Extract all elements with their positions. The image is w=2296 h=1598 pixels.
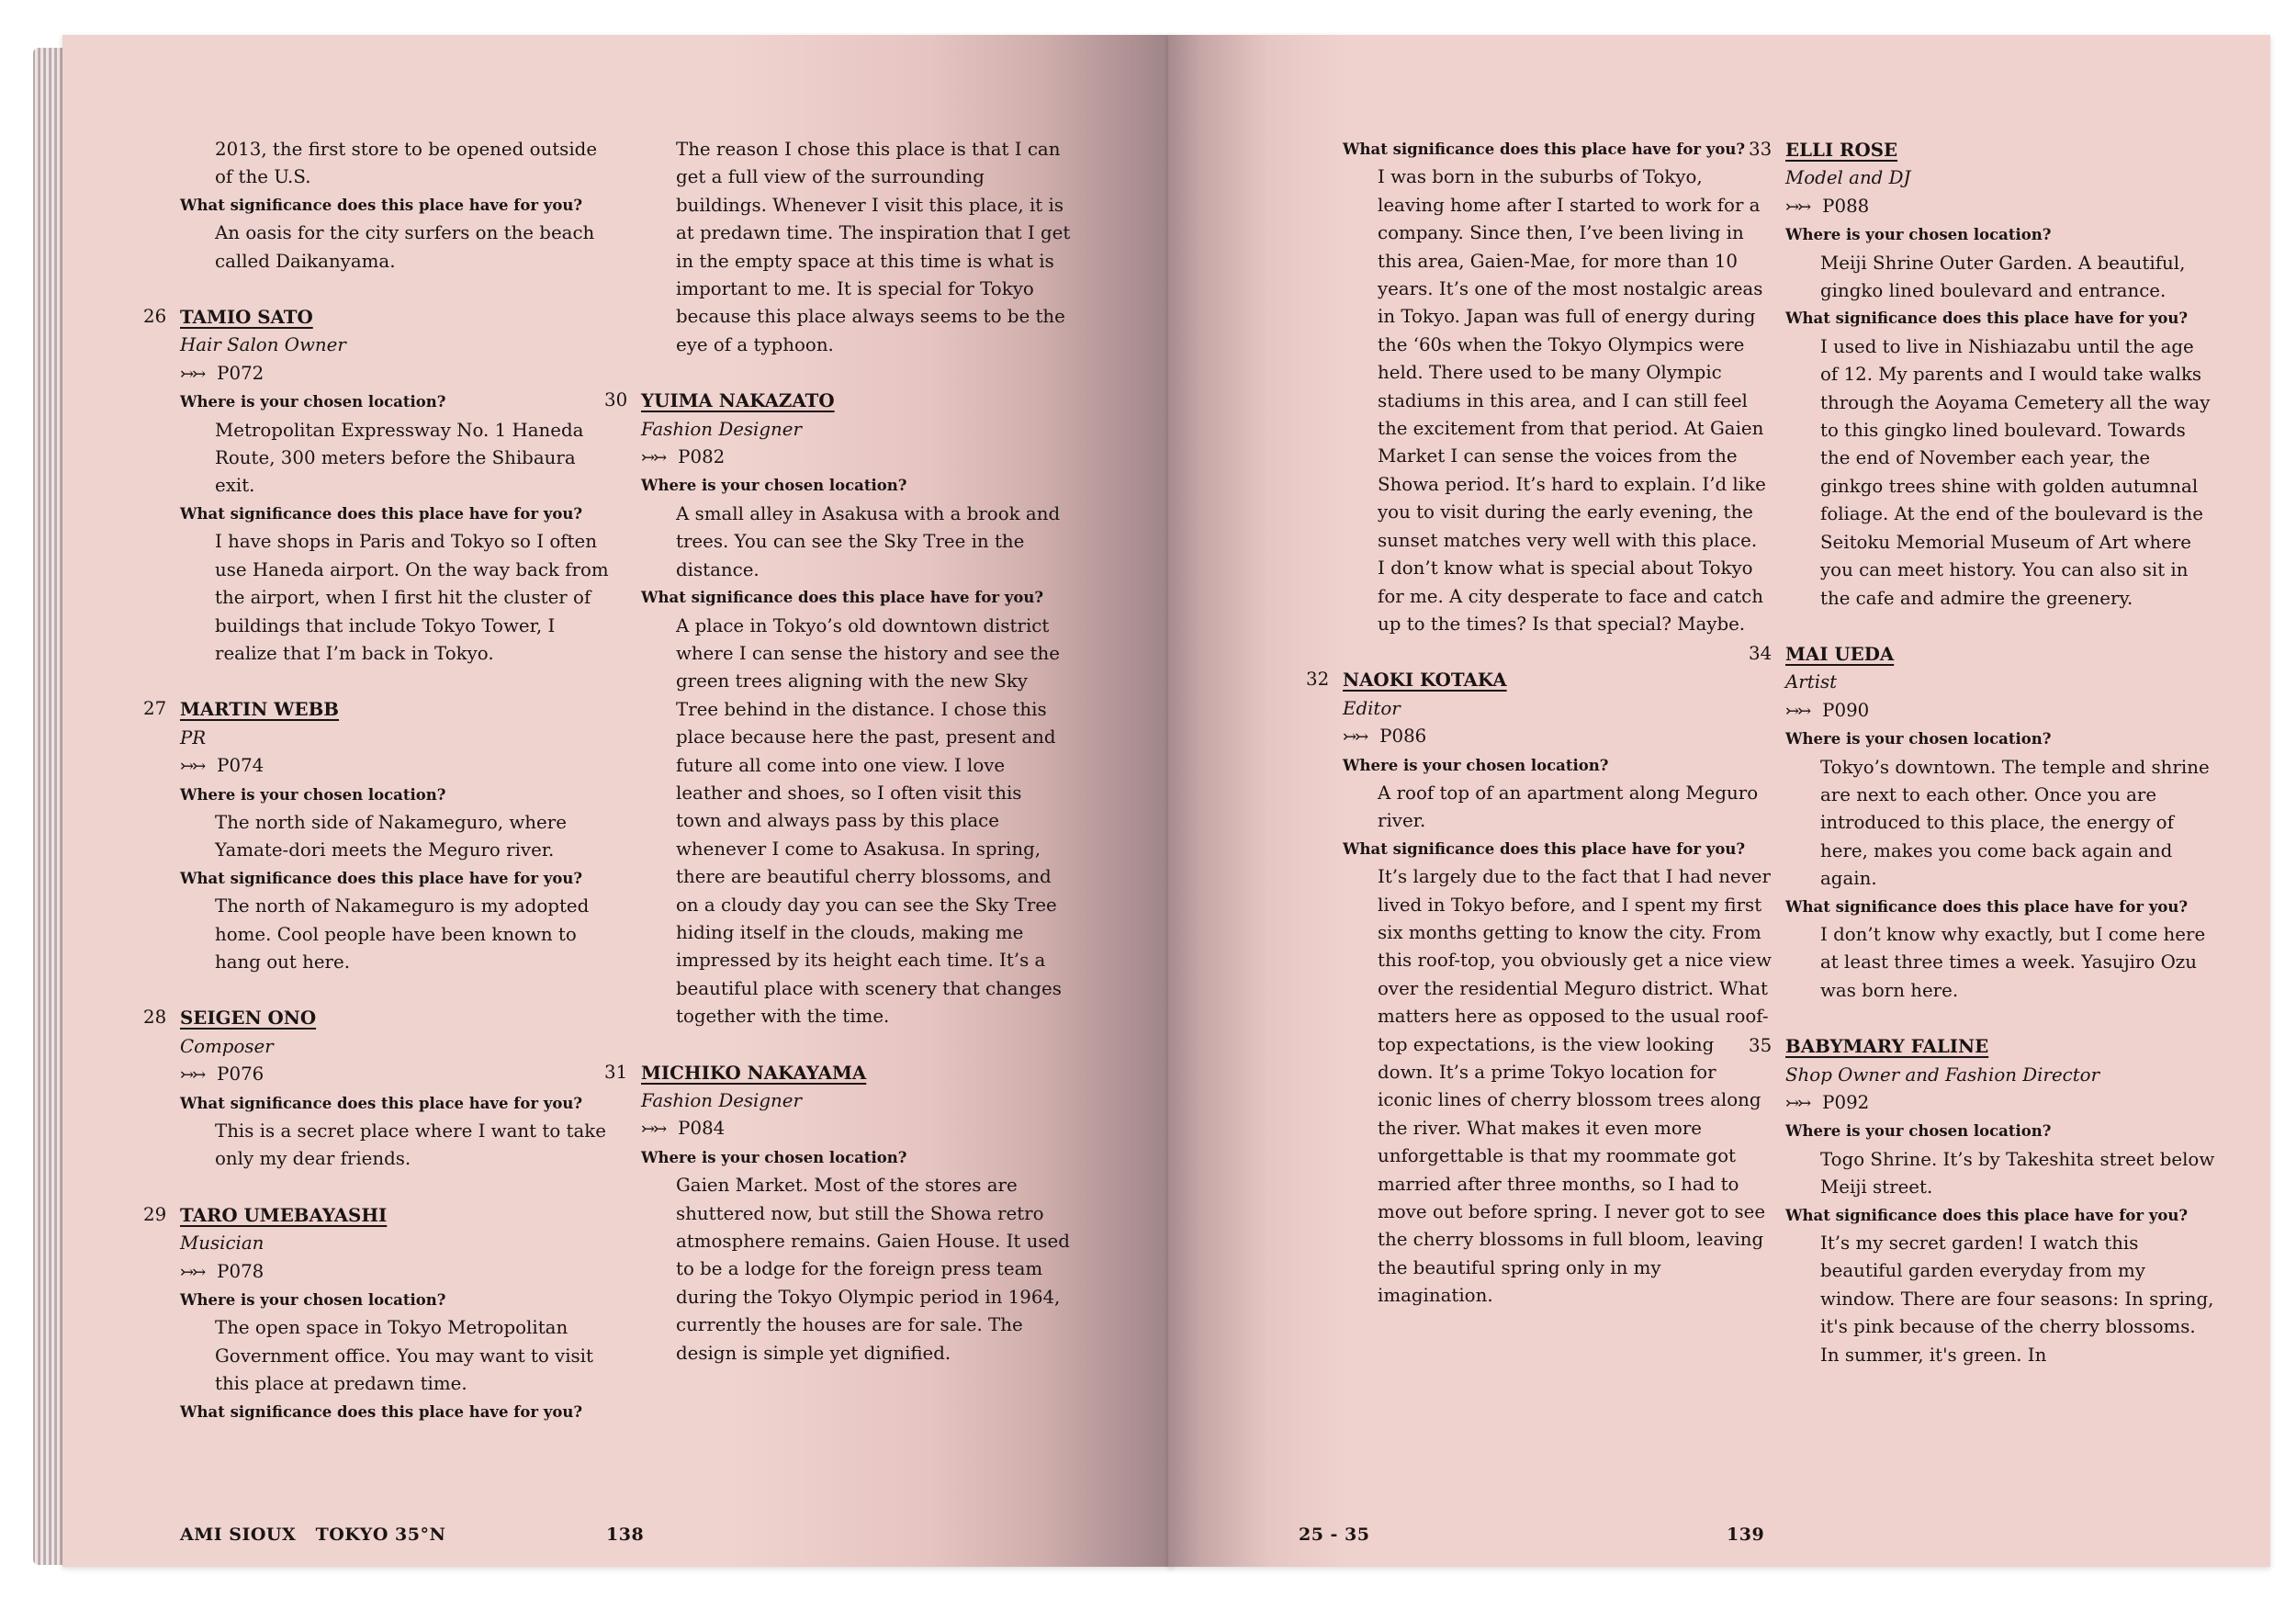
- question-label: What significance does this place have for you?: [1785, 1206, 2189, 1224]
- entry-header: [143, 695, 612, 724]
- person-name: SEIGEN ONO: [180, 1007, 317, 1030]
- page-reference: [180, 360, 612, 388]
- person-name: YUIMA NAKAZATO: [641, 389, 835, 412]
- entry-header: [604, 387, 1073, 415]
- answer-text: I don’t know why exactly, but I come here at least three times a week. Yasujiro Ozu was born here.: [1820, 923, 2206, 1001]
- double-arrow-icon: ↣↣: [641, 1120, 666, 1140]
- question-label: What significance does this place have for you?: [180, 196, 583, 214]
- person-role: PR: [180, 726, 207, 748]
- page-reference: [641, 1115, 1073, 1143]
- entry-number: 28: [143, 1007, 167, 1029]
- answer-text: It’s my secret garden! I watch this beautiful garden everyday from my window. There are four seasons: In spring, it's pink because of the cherry blossoms. In summer, it's green. In: [1820, 1232, 2214, 1366]
- page-ref-code: P090: [1822, 699, 1870, 721]
- entry-number: 32: [1306, 669, 1330, 691]
- entry: [143, 1004, 612, 1173]
- entry-header: [143, 1201, 612, 1230]
- entry-header: [143, 1004, 612, 1032]
- answer-text: Tokyo’s downtown. The temple and shrine are next to each other. Once you are introduced to this place, the energy of here, makes you come back again and again.: [1820, 756, 2210, 890]
- footer-title: TOKYO 35°N: [315, 1525, 446, 1545]
- answer-text: Metropolitan Expressway No. 1 Haneda Route, 300 meters before the Shibaura exit.: [215, 419, 584, 497]
- entry: [1749, 1032, 2217, 1369]
- entry: [143, 303, 612, 668]
- answer-text: The north of Nakameguro is my adopted home. Cool people have been known to hang out here.: [215, 895, 590, 973]
- person-role: Fashion Designer: [641, 1090, 802, 1111]
- answer-text: An oasis for the city surfers on the beach called Daikanyama.: [215, 222, 595, 272]
- person-role: Fashion Designer: [641, 418, 802, 440]
- person-role: Editor: [1343, 697, 1401, 719]
- entry-header: [1306, 666, 1774, 694]
- question-label: Where is your chosen location?: [180, 785, 446, 804]
- page-ref-code: P084: [678, 1118, 726, 1140]
- entry: [604, 387, 1073, 1030]
- entry-number: 30: [604, 389, 628, 411]
- question-label: Where is your chosen location?: [1785, 226, 2052, 244]
- question-label: Where is your chosen location?: [641, 1148, 907, 1166]
- answer-text: A place in Tokyo’s old downtown district where I can sense the history and see the green trees aligning with the new Sky Tree behind in the distance. I chose this place because here the past, present and future all come into one view. I love leather and shoes, so I often visit this town and always pass by this place whenever I come to Asakusa. In spring, there are beautiful cherry blossoms, and on a cloudy day you can see the Sky Tree hiding itself in the clouds, making me impressed by its height each time. It’s a beautiful place with scenery that changes together with the time.: [676, 614, 1062, 1028]
- page-ref-code: P086: [1379, 726, 1427, 748]
- question-label: Where is your chosen location?: [1343, 756, 1609, 774]
- double-arrow-icon: ↣↣: [180, 1262, 205, 1282]
- person-name: MICHIKO NAKAYAMA: [641, 1061, 867, 1084]
- page-reference: [180, 752, 612, 781]
- person-name: MARTIN WEBB: [180, 698, 340, 721]
- answer-text: Meiji Shrine Outer Garden. A beautiful, gingko lined boulevard and entrance.: [1820, 252, 2186, 302]
- right-page: [1168, 35, 2270, 1567]
- page-reference: [180, 1061, 612, 1089]
- answer-text: The north side of Nakameguro, where Yamate-dori meets the Meguro river.: [215, 811, 567, 861]
- page-reference: [1343, 723, 1774, 751]
- question-label: What significance does this place have for you?: [1785, 897, 2189, 916]
- entry-number: 34: [1749, 642, 1773, 664]
- entry-number: 26: [143, 306, 167, 328]
- page-reference: [1785, 193, 2217, 221]
- page-ref-code: P074: [217, 755, 264, 777]
- person-role: Shop Owner and Fashion Director: [1785, 1063, 2100, 1086]
- person-name: NAOKI KOTAKA: [1343, 669, 1507, 692]
- double-arrow-icon: ↣↣: [1785, 1094, 1810, 1113]
- question-label: What significance does this place have for you?: [1785, 309, 2189, 328]
- page-reference: [1785, 1089, 2217, 1118]
- question-label: What significance does this place have for you?: [180, 1094, 583, 1112]
- page-number-left: 138: [606, 1525, 645, 1545]
- double-arrow-icon: ↣↣: [180, 757, 205, 777]
- double-arrow-icon: ↣↣: [1343, 727, 1367, 748]
- continued-text: The reason I chose this place is that I can get a full view of the surrounding buildings. Whenever I visit this place, it is at predawn time. The inspiration that I get in the empty space at this time is what is important to me. It is special for Tokyo because this place always seems to be the eye of a typhoon.: [676, 139, 1071, 355]
- person-role: Artist: [1785, 671, 1838, 693]
- answer-text: A small alley in Asakusa with a brook and trees. You can see the Sky Tree in the distance.: [676, 502, 1061, 580]
- question-label: What significance does this place have for you?: [641, 589, 1044, 607]
- entry: [1749, 640, 2217, 1005]
- question-label: Where is your chosen location?: [1785, 730, 2052, 748]
- page-ref-code: P092: [1822, 1092, 1870, 1113]
- left-column-2: [604, 136, 1073, 1367]
- entry: [1306, 666, 1774, 1310]
- person-name: TAMIO SATO: [180, 306, 313, 329]
- footer-credit: [180, 1525, 445, 1545]
- entry: [143, 1201, 612, 1426]
- entry: [604, 1059, 1073, 1367]
- answer-text: I was born in the suburbs of Tokyo, leaving home after I started to work for a company. Since then, I’ve been living in this area, Gaien-Mae, for more than 10 years. It’s one of the most nostalgic areas in Tokyo. Japan was full of energy during the ‘60s when the Tokyo Olympics were held. There used to be many Olympic stadiums in this area, and I can still feel the excitement from that period. At Gaien Market I can sense the voices from the Showa period. It’s hard to explain. I’d like you to visit during the early evening, the sunset matches very well with this place.: [1378, 166, 1766, 551]
- continued-text: 2013, the first store to be opened outside of the U.S.: [215, 139, 598, 188]
- page-reference: [1785, 697, 2217, 726]
- left-page: [62, 35, 1174, 1567]
- person-name: ELLI ROSE: [1785, 139, 1898, 161]
- question-label: Where is your chosen location?: [641, 477, 907, 495]
- page-reference: [180, 1258, 612, 1287]
- entry-number: 35: [1749, 1035, 1773, 1057]
- person-name: TARO UMEBAYASHI: [180, 1203, 388, 1226]
- answer-text: A roof top of an apartment along Meguro river.: [1378, 782, 1759, 832]
- entry-number: 33: [1749, 139, 1773, 160]
- question-label: Where is your chosen location?: [180, 393, 446, 411]
- page-ref-code: P088: [1822, 195, 1870, 217]
- entry-header: [1749, 1032, 2217, 1061]
- answer-text: I used to live in Nishiazabu until the age of 12. My parents and I would take walks through the Aoyama Cemetery all the way to this gingko lined boulevard. Towards the end of November each year, the ginkgo trees shine with golden autumnal foliage. At the end of the boulevard is the Seitoku Memorial Museum of Art where you can meet history. You can also sit in the cafe and admire the greenery.: [1820, 335, 2211, 609]
- person-role: Composer: [180, 1035, 274, 1057]
- page-ref-code: P082: [678, 446, 726, 468]
- entry-number: 29: [143, 1203, 167, 1225]
- double-arrow-icon: ↣↣: [1785, 197, 1810, 217]
- double-arrow-icon: ↣↣: [180, 364, 205, 384]
- page-ref-code: P072: [217, 362, 264, 384]
- answer-text: Togo Shrine. It’s by Takeshita street below Meiji street.: [1820, 1148, 2215, 1198]
- answer-text: It’s largely due to the fact that I had never lived in Tokyo before, and I spent my first six months getting to know the city. From this roof-top, you obviously get a nice view over the residential Meguro district. What matters here as opposed to the usual roof-top expectations, is the view looking down. It’s a prime Tokyo location for iconic lines of cherry blossom trees along the river. What makes it even more unforgettable is that my roommate got married after three months, so I had to move out before spring. I never got to see the cherry blossoms in full bloom, leaving the beautiful spring only in my imagination.: [1378, 866, 1772, 1307]
- page-number-right: 139: [1727, 1525, 1765, 1545]
- double-arrow-icon: ↣↣: [180, 1065, 205, 1086]
- question-label: What significance does this place have for you?: [180, 1402, 583, 1421]
- answer-text: Gaien Market. Most of the stores are shuttered now, but still the Showa retro atmosphere remains. Gaien House. It used to be a lodge for the foreign press team during the Tokyo Olympic period in 1964, currently the houses are for sale. The design is simple yet dignified.: [676, 1175, 1070, 1364]
- footer-range: 25 - 35: [1299, 1525, 1370, 1545]
- entry: [1749, 136, 2217, 613]
- person-role: Musician: [180, 1232, 264, 1255]
- right-column-1: [1306, 136, 1774, 1311]
- question-label: Where is your chosen location?: [1785, 1122, 2052, 1141]
- question-label: What significance does this place have for you?: [180, 504, 583, 523]
- entry-header: [1749, 136, 2217, 164]
- entry-header: [604, 1059, 1073, 1087]
- answer-text: I don’t know what is special about Tokyo for me. A city desperate to face and catch up to the times? Is that special? Maybe.: [1378, 557, 1763, 635]
- entry-number: 27: [143, 698, 167, 720]
- person-name: BABYMARY FALINE: [1785, 1035, 1989, 1058]
- left-column-1: [143, 136, 612, 1426]
- question-label: Where is your chosen location?: [180, 1291, 446, 1310]
- question-label: What significance does this place have for you?: [180, 869, 583, 887]
- entry-header: [143, 303, 612, 332]
- entry-header: [1749, 640, 2217, 669]
- answer-text: The open space in Tokyo Metropolitan Government office. You may want to visit this place at predawn time.: [215, 1317, 593, 1395]
- question-label: What significance does this place have for you?: [1343, 141, 1746, 158]
- person-role: Hair Salon Owner: [180, 334, 346, 356]
- entry-number: 31: [604, 1061, 628, 1083]
- answer-text: I have shops in Paris and Tokyo so I often use Haneda airport. On the way back from the airport, when I first hit the cluster of buildings that include Tokyo Tower, I realize that I’m back in Tokyo.: [215, 531, 609, 664]
- answer-text: This is a secret place where I want to take only my dear friends.: [215, 1120, 606, 1170]
- page-ref-code: P076: [217, 1063, 264, 1086]
- double-arrow-icon: ↣↣: [641, 448, 666, 468]
- page-reference: [641, 444, 1073, 472]
- question-label: What significance does this place have for you?: [1343, 839, 1746, 858]
- person-role: Model and DJ: [1785, 167, 1911, 189]
- right-column-2: [1749, 136, 2217, 1369]
- footer-author: AMI SIOUX: [180, 1525, 297, 1545]
- page-ref-code: P078: [217, 1260, 264, 1282]
- person-name: MAI UEDA: [1785, 642, 1895, 665]
- entry: [143, 695, 612, 976]
- double-arrow-icon: ↣↣: [1785, 701, 1810, 721]
